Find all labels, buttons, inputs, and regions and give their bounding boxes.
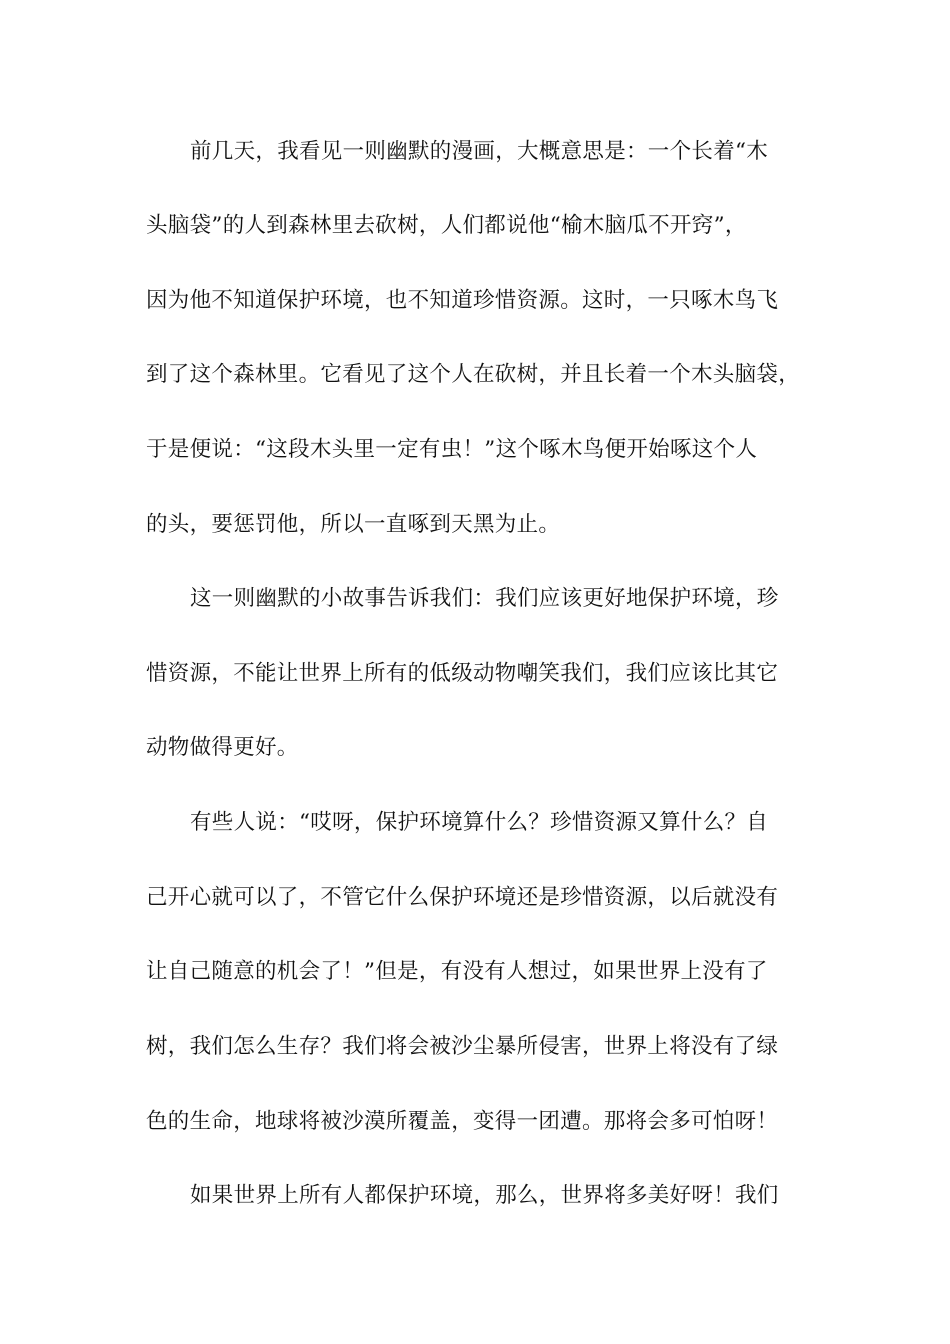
- text-line-14: 色的生命，地球将被沙漠所覆盖，变得一团遭。那将会多可怕呀！: [146, 1109, 779, 1134]
- text-line-13: 树，我们怎么生存？我们将会被沙尘暴所侵害，世界上将没有了绿: [146, 1034, 779, 1059]
- text-line-3: 因为他不知道保护环境，也不知道珍惜资源。这时，一只啄木鸟飞: [146, 288, 779, 313]
- text-line-10: 有些人说：“哎呀，保护环境算什么？珍惜资源又算什么？自: [190, 810, 769, 835]
- text-line-12: 让自己随意的机会了！”但是，有没有人想过，如果世界上没有了: [146, 959, 768, 984]
- text-line-5: 于是便说：“这段木头里一定有虫！”这个啄木鸟便开始啄这个人: [146, 437, 758, 462]
- text-line-4: 到了这个森林里。它看见了这个人在砍树，并且长着一个木头脑袋，: [146, 362, 801, 387]
- text-line-6: 的头，要惩罚他，所以一直啄到天黑为止。: [146, 512, 561, 537]
- text-line-1: 前几天，我看见一则幽默的漫画，大概意思是：一个长着“木: [190, 139, 769, 164]
- text-line-7: 这一则幽默的小故事告诉我们：我们应该更好地保护环境，珍: [190, 586, 779, 611]
- text-line-11: 己开心就可以了，不管它什么保护环境还是珍惜资源，以后就没有: [146, 885, 779, 910]
- text-line-9: 动物做得更好。: [146, 735, 299, 760]
- text-line-8: 惜资源，不能让世界上所有的低级动物嘲笑我们，我们应该比其它: [146, 661, 779, 686]
- text-line-15: 如果世界上所有人都保护环境，那么，世界将多美好呀！我们: [190, 1183, 779, 1208]
- text-line-2: 头脑袋”的人到森林里去砍树，人们都说他“榆木脑瓜不开窍”，: [146, 213, 747, 238]
